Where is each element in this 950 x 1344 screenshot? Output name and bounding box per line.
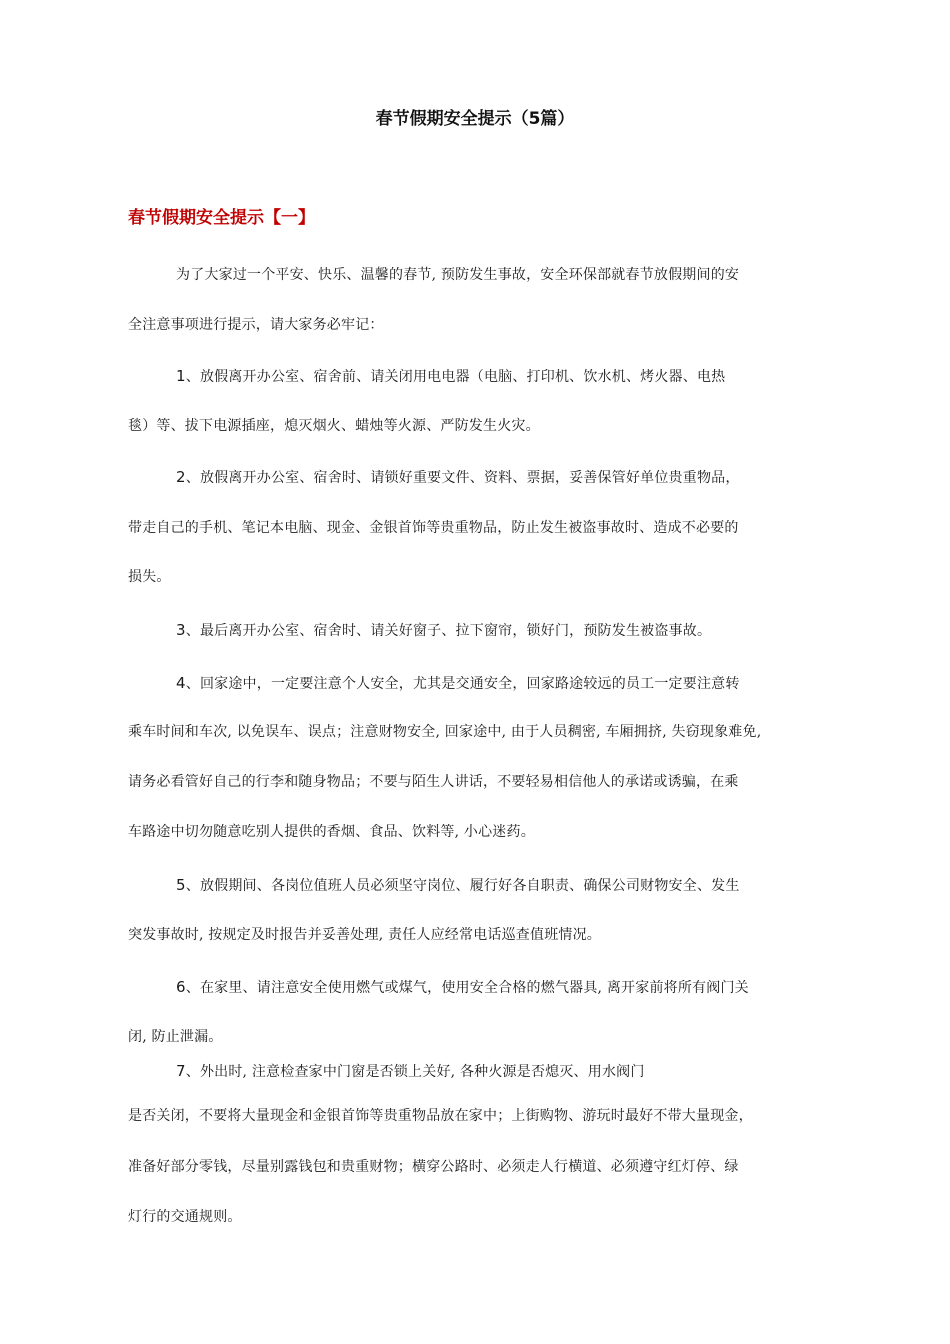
item-6-line-2: 闭, 防止泄漏。 xyxy=(128,1029,223,1045)
item-text: 、放假期间、各岗位值班人员必须坚守岗位、履行好各自职责、确保公司财物安全、发生 xyxy=(185,878,740,894)
item-number: 3 xyxy=(176,621,186,639)
item-4-line-2: 乘车时间和车次, 以免误车、误点；注意财物安全, 回家途中, 由于人员稠密, 车厢拥挤, 失窃现象难免, xyxy=(128,724,762,740)
intro-line-2: 全注意事项进行提示，请大家务必牢记： xyxy=(128,317,384,333)
item-5-line-1 xyxy=(176,875,740,896)
item-6-line-1 xyxy=(176,977,749,998)
intro-line-1: 为了大家过一个平安、快乐、温馨的春节, 预防发生事故，安全环保部就春节放假期间的安 xyxy=(176,267,740,283)
item-1-line-2: 毯）等、拔下电源插座，熄灭烟火、蜡烛等火源、严防发生火灾。 xyxy=(128,418,540,434)
item-4-line-1 xyxy=(176,673,740,694)
item-number: 7 xyxy=(176,1062,186,1080)
item-7-line-1 xyxy=(176,1061,645,1082)
item-3-line-1 xyxy=(176,620,711,641)
section-title: 春节假期安全提示【一】 xyxy=(128,208,315,228)
item-5-line-2: 突发事故时, 按规定及时报告并妥善处理, 责任人应经常电话巡查值班情况。 xyxy=(128,927,601,943)
item-4-line-4: 车路途中切勿随意吃别人提供的香烟、食品、饮料等, 小心迷药。 xyxy=(128,824,535,840)
item-7-line-2: 是否关闭，不要将大量现金和金银首饰等贵重物品放在家中；上街购物、游玩时最好不带大量现金， xyxy=(128,1108,753,1124)
item-number: 1 xyxy=(176,367,186,385)
item-number: 2 xyxy=(176,468,186,486)
item-text: 、放假离开办公室、宿舍前、请关闭用电电器（电脑、打印机、饮水机、烤火器、电热 xyxy=(185,369,726,385)
item-7-line-3: 准备好部分零钱，尽量别露钱包和贵重财物；横穿公路时、必须走人行横道、必须遵守红灯停、绿 xyxy=(128,1159,739,1175)
item-2-line-3: 损失。 xyxy=(128,569,171,585)
item-number: 4 xyxy=(176,674,186,692)
item-7-line-4: 灯行的交通规则。 xyxy=(128,1209,242,1225)
item-text: 、最后离开办公室、宿舍时、请关好窗子、拉下窗帘，锁好门，预防发生被盗事故。 xyxy=(185,623,712,639)
document-title: 春节假期安全提示（5篇） xyxy=(375,109,575,129)
item-4-line-3: 请务必看管好自己的行李和随身物品；不要与陌生人讲话，不要轻易相信他人的承诺或诱骗，在乘 xyxy=(128,774,739,790)
item-number: 6 xyxy=(176,978,186,996)
item-text: 、在家里、请注意安全使用燃气或煤气，使用安全合格的燃气器具, 离开家前将所有阀门关 xyxy=(185,980,749,996)
item-text: 、外出时, 注意检查家中门窗是否锁上关好, 各种火源是否熄灭、用水阀门 xyxy=(185,1064,645,1080)
item-2-line-1 xyxy=(176,467,740,488)
item-number: 5 xyxy=(176,876,186,894)
item-text: 、回家途中，一定要注意个人安全，尤其是交通安全，回家路途较远的员工一定要注意转 xyxy=(185,676,740,692)
item-2-line-2: 带走自己的手机、笔记本电脑、现金、金银首饰等贵重物品，防止发生被盗事故时、造成不必要的 xyxy=(128,520,739,536)
item-text: 、放假离开办公室、宿舍时、请锁好重要文件、资料、票据，妥善保管好单位贵重物品， xyxy=(185,470,740,486)
item-1-line-1 xyxy=(176,366,725,387)
